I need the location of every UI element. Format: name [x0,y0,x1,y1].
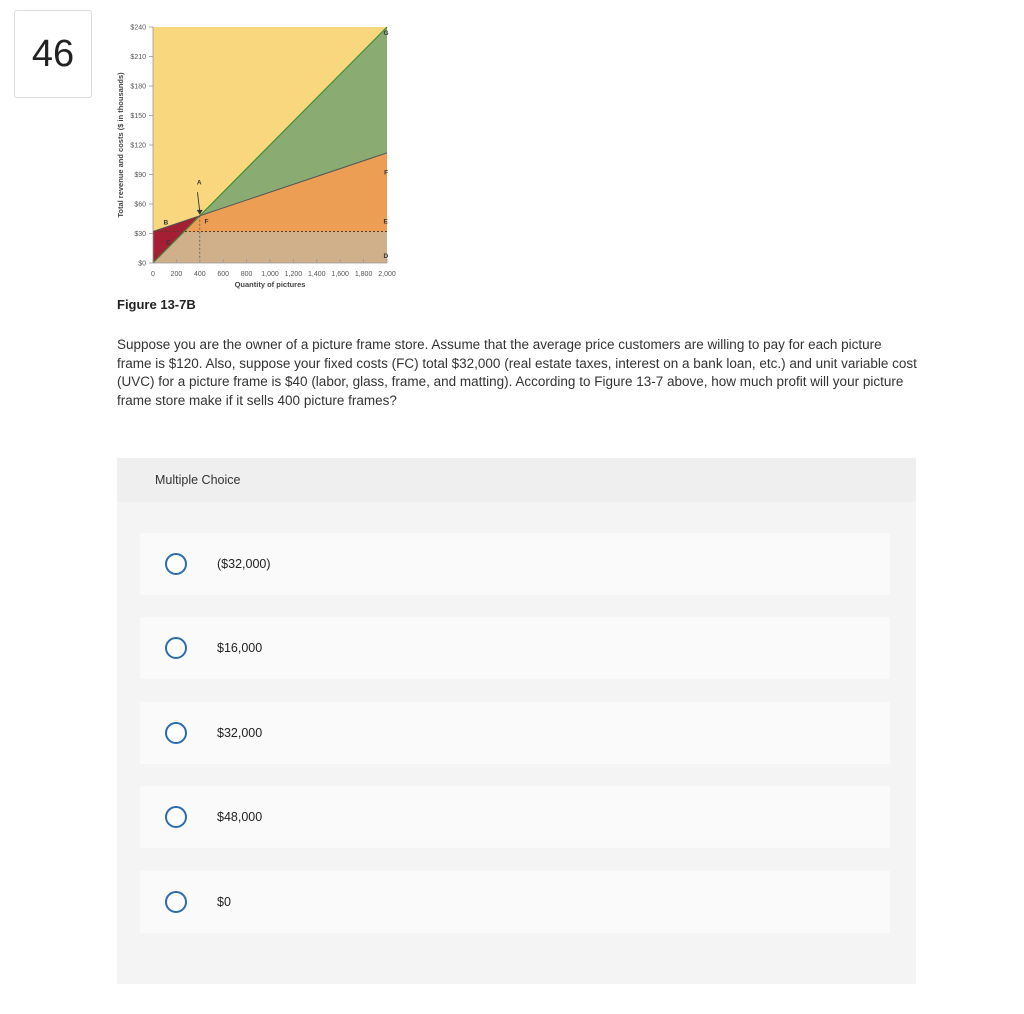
point-label-e: E [383,218,388,226]
point-label-b: B [163,219,169,227]
x-tick-label: 2,000 [378,271,396,278]
option-label: $0 [217,895,231,909]
x-tick-label: 1,000 [261,271,279,278]
point-label-g: G [383,29,389,37]
y-tick-label: $0 [138,260,146,268]
point-label-f: F [384,169,389,177]
radio-button-icon[interactable] [165,806,187,828]
question-number: 46 [14,10,92,98]
point-label-c: C [165,239,171,247]
y-tick-label: $90 [134,172,146,179]
x-axis-label: Quantity of pictures [234,280,306,289]
x-tick-label: 200 [170,271,183,278]
point-label-d: D [383,253,389,261]
y-tick-label: $60 [134,201,146,209]
x-tick-label: 0 [151,271,155,278]
y-tick-label: $120 [130,142,146,150]
options-list [117,502,916,984]
point-label-f: F [204,218,209,226]
radio-button-icon[interactable] [165,722,187,744]
fixed-cost-area [153,232,387,263]
radio-button-icon[interactable] [165,637,187,659]
x-tick-label: 600 [217,271,230,278]
y-tick-label: $180 [130,83,146,91]
question-text: Suppose you are the owner of a picture frame store. Assume that the average price customers are willing to pay for each picture frame is $120. Also, suppose your fixed costs (FC) total $32,000 (real estate taxes, interest on a bank loan, etc.) and unit variable cost (UVC) for a picture frame is $40 (labor, glass, frame, and matting). According to Figure 13-7 above, how much profit will your picture frame store make if it sells 400 picture frames? [117,337,917,408]
option-4[interactable] [140,786,890,848]
option-5[interactable] [140,871,890,933]
figure-13-7b [110,18,410,298]
y-tick-label: $150 [130,113,146,120]
option-label: ($32,000) [217,557,271,571]
y-tick-label: $30 [134,231,146,238]
option-3[interactable] [140,702,890,764]
y-tick-label: $240 [130,24,146,32]
radio-button-icon[interactable] [165,891,187,913]
multiple-choice-header: Multiple Choice [117,458,916,502]
x-tick-label: 1,200 [284,271,303,278]
option-1[interactable] [140,533,890,595]
x-tick-label: 400 [193,271,206,278]
radio-button-icon[interactable] [165,553,187,575]
option-label: $16,000 [217,641,263,655]
option-2[interactable] [140,617,890,679]
option-label: $48,000 [217,810,263,824]
x-tick-label: 1,800 [354,271,373,278]
figure-caption: Figure 13-7B [117,297,196,312]
y-tick-label: $210 [130,54,146,61]
point-label-a: A [196,179,202,187]
x-tick-label: 1,600 [331,271,349,278]
option-label: $32,000 [217,726,263,740]
multiple-choice-panel [117,458,916,984]
x-tick-label: 800 [240,271,253,278]
x-tick-label: 1,400 [308,271,326,278]
y-axis-label: Total revenue and costs ($ in thousands) [116,72,125,218]
break-even-chart [110,18,410,298]
